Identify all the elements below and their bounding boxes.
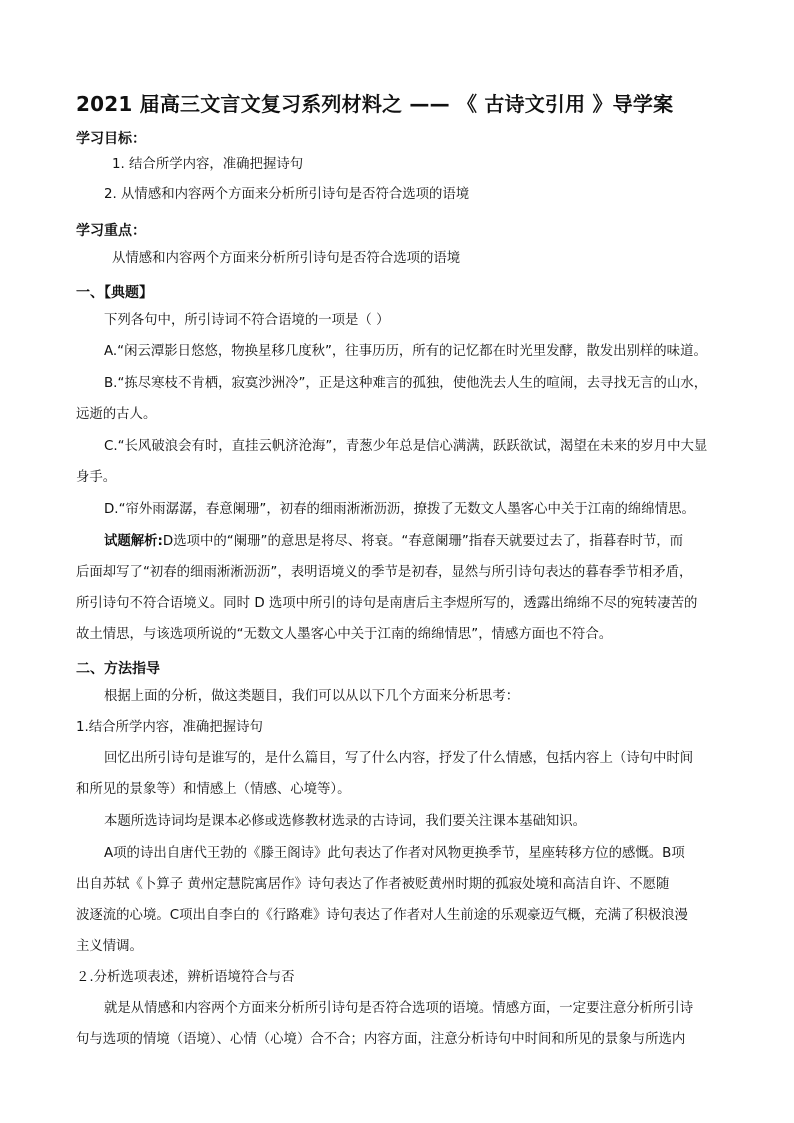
- method-p3-line-2: 出自苏轼《卜算子 黄州定慧院寓居作》诗句表达了作者被贬黄州时期的孤寂处境和高洁自许、不愿随: [76, 877, 670, 892]
- method-p3-line-4: 主义情调。: [76, 939, 143, 954]
- goals-heading: 学习目标：: [76, 131, 146, 147]
- method-p4-line-2: 句与选项的情境（语境）、心情（心境）合不合；内容方面，注意分析诗句中时间和所见的景象与所选内: [76, 1032, 686, 1047]
- option-c-line-1: C.“长风破浪会有时，直挂云帆济沧海”，青葱少年总是信心满满，跃跃欲试，渴望在未来的岁月中大显: [104, 439, 708, 454]
- option-b-line-2: 远逝的古人。: [76, 407, 157, 422]
- option-b-line-1: B.“拣尽寒枝不肯栖，寂寞沙洲冷”，正是这种难言的孤独，使他洗去人生的喧闹，去寻找无言的山水，: [104, 376, 708, 391]
- method-sub-1: 1.结合所学内容，准确把握诗句: [76, 720, 263, 735]
- section2-heading: 二、方法指导: [76, 661, 160, 677]
- method-p1-line-2: 和所见的景象等）和情感上（情感、心境等）。: [76, 782, 351, 797]
- method-p4-line-1: 就是从情感和内容两个方面来分析所引诗句是否符合选项的语境。情感方面，一定要注意分析所引诗: [104, 1001, 694, 1016]
- method-p3-line-1: A项的诗出自唐代王勃的《滕王阁诗》此句表达了作者对风物更换季节，星座转移方位的感慨。B项: [104, 846, 685, 861]
- key-text: 从情感和内容两个方面来分析所引诗句是否符合选项的语境: [112, 251, 461, 266]
- question-text: 下列各句中，所引诗词不符合语境的一项是（ ）: [104, 313, 390, 328]
- method-sub-2: ２.分析选项表述，辨析语境符合与否: [76, 970, 295, 985]
- analysis-line-2: 后面却写了“初春的细雨淅淅沥沥”，表明语境义的季节是初春，显然与所引诗句表达的暮春季节相矛盾，: [76, 565, 693, 580]
- goal-item-2: 2. 从情感和内容两个方面来分析所引诗句是否符合选项的语境: [104, 187, 470, 202]
- option-a: A.“闲云潭影日悠悠，物换星移几度秋”，往事历历，所有的记忆都在时光里发酵，散发出别样的味道。: [104, 344, 707, 359]
- analysis-line-1: [104, 535, 683, 548]
- analysis-label: 试题解析:: [104, 534, 163, 549]
- option-c-line-2: 身手。: [76, 470, 117, 485]
- method-p3-line-3: 波逐流的心境。C项出自李白的《行路难》诗句表达了作者对人生前途的乐观豪迈气概，充满了积极浪漫: [76, 908, 688, 923]
- analysis-line-4: 故土情思，与该选项所说的“无数文人墨客心中关于江南的绵绵情思”，情感方面也不符合。: [76, 627, 613, 642]
- method-p2: 本题所选诗词均是课本必修或选修教材选录的古诗词，我们要关注课本基础知识。: [104, 814, 587, 829]
- option-d: D.“帘外雨潺潺，春意阑珊”，初春的细雨淅淅沥沥，撩拨了无数文人墨客心中关于江南的绵绵情思。: [104, 502, 695, 517]
- method-p1-line-1: 回忆出所引诗句是谁写的，是什么篇目，写了什么内容，抒发了什么情感，包括内容上（诗句中时间: [104, 751, 694, 766]
- analysis-text: D选项中的“阑珊”的意思是将尽、将衰。“春意阑珊”指春天就要过去了，指暮春时节，而: [162, 534, 684, 549]
- page-title: 2021 届高三文言文复习系列材料之 —— 《 古诗文引用 》导学案: [76, 92, 674, 116]
- section1-heading: 一、【典题】: [76, 285, 153, 301]
- goal-item-1: 1. 结合所学内容，准确把握诗句: [112, 157, 304, 172]
- key-heading: 学习重点：: [76, 223, 146, 239]
- analysis-line-3: 所引诗句不符合语境义。同时 D 选项中所引的诗句是南唐后主李煜所写的，透露出绵绵不尽的宛转凄苦的: [76, 596, 698, 611]
- method-intro: 根据上面的分析，做这类题目，我们可以从以下几个方面来分析思考：: [104, 689, 520, 704]
